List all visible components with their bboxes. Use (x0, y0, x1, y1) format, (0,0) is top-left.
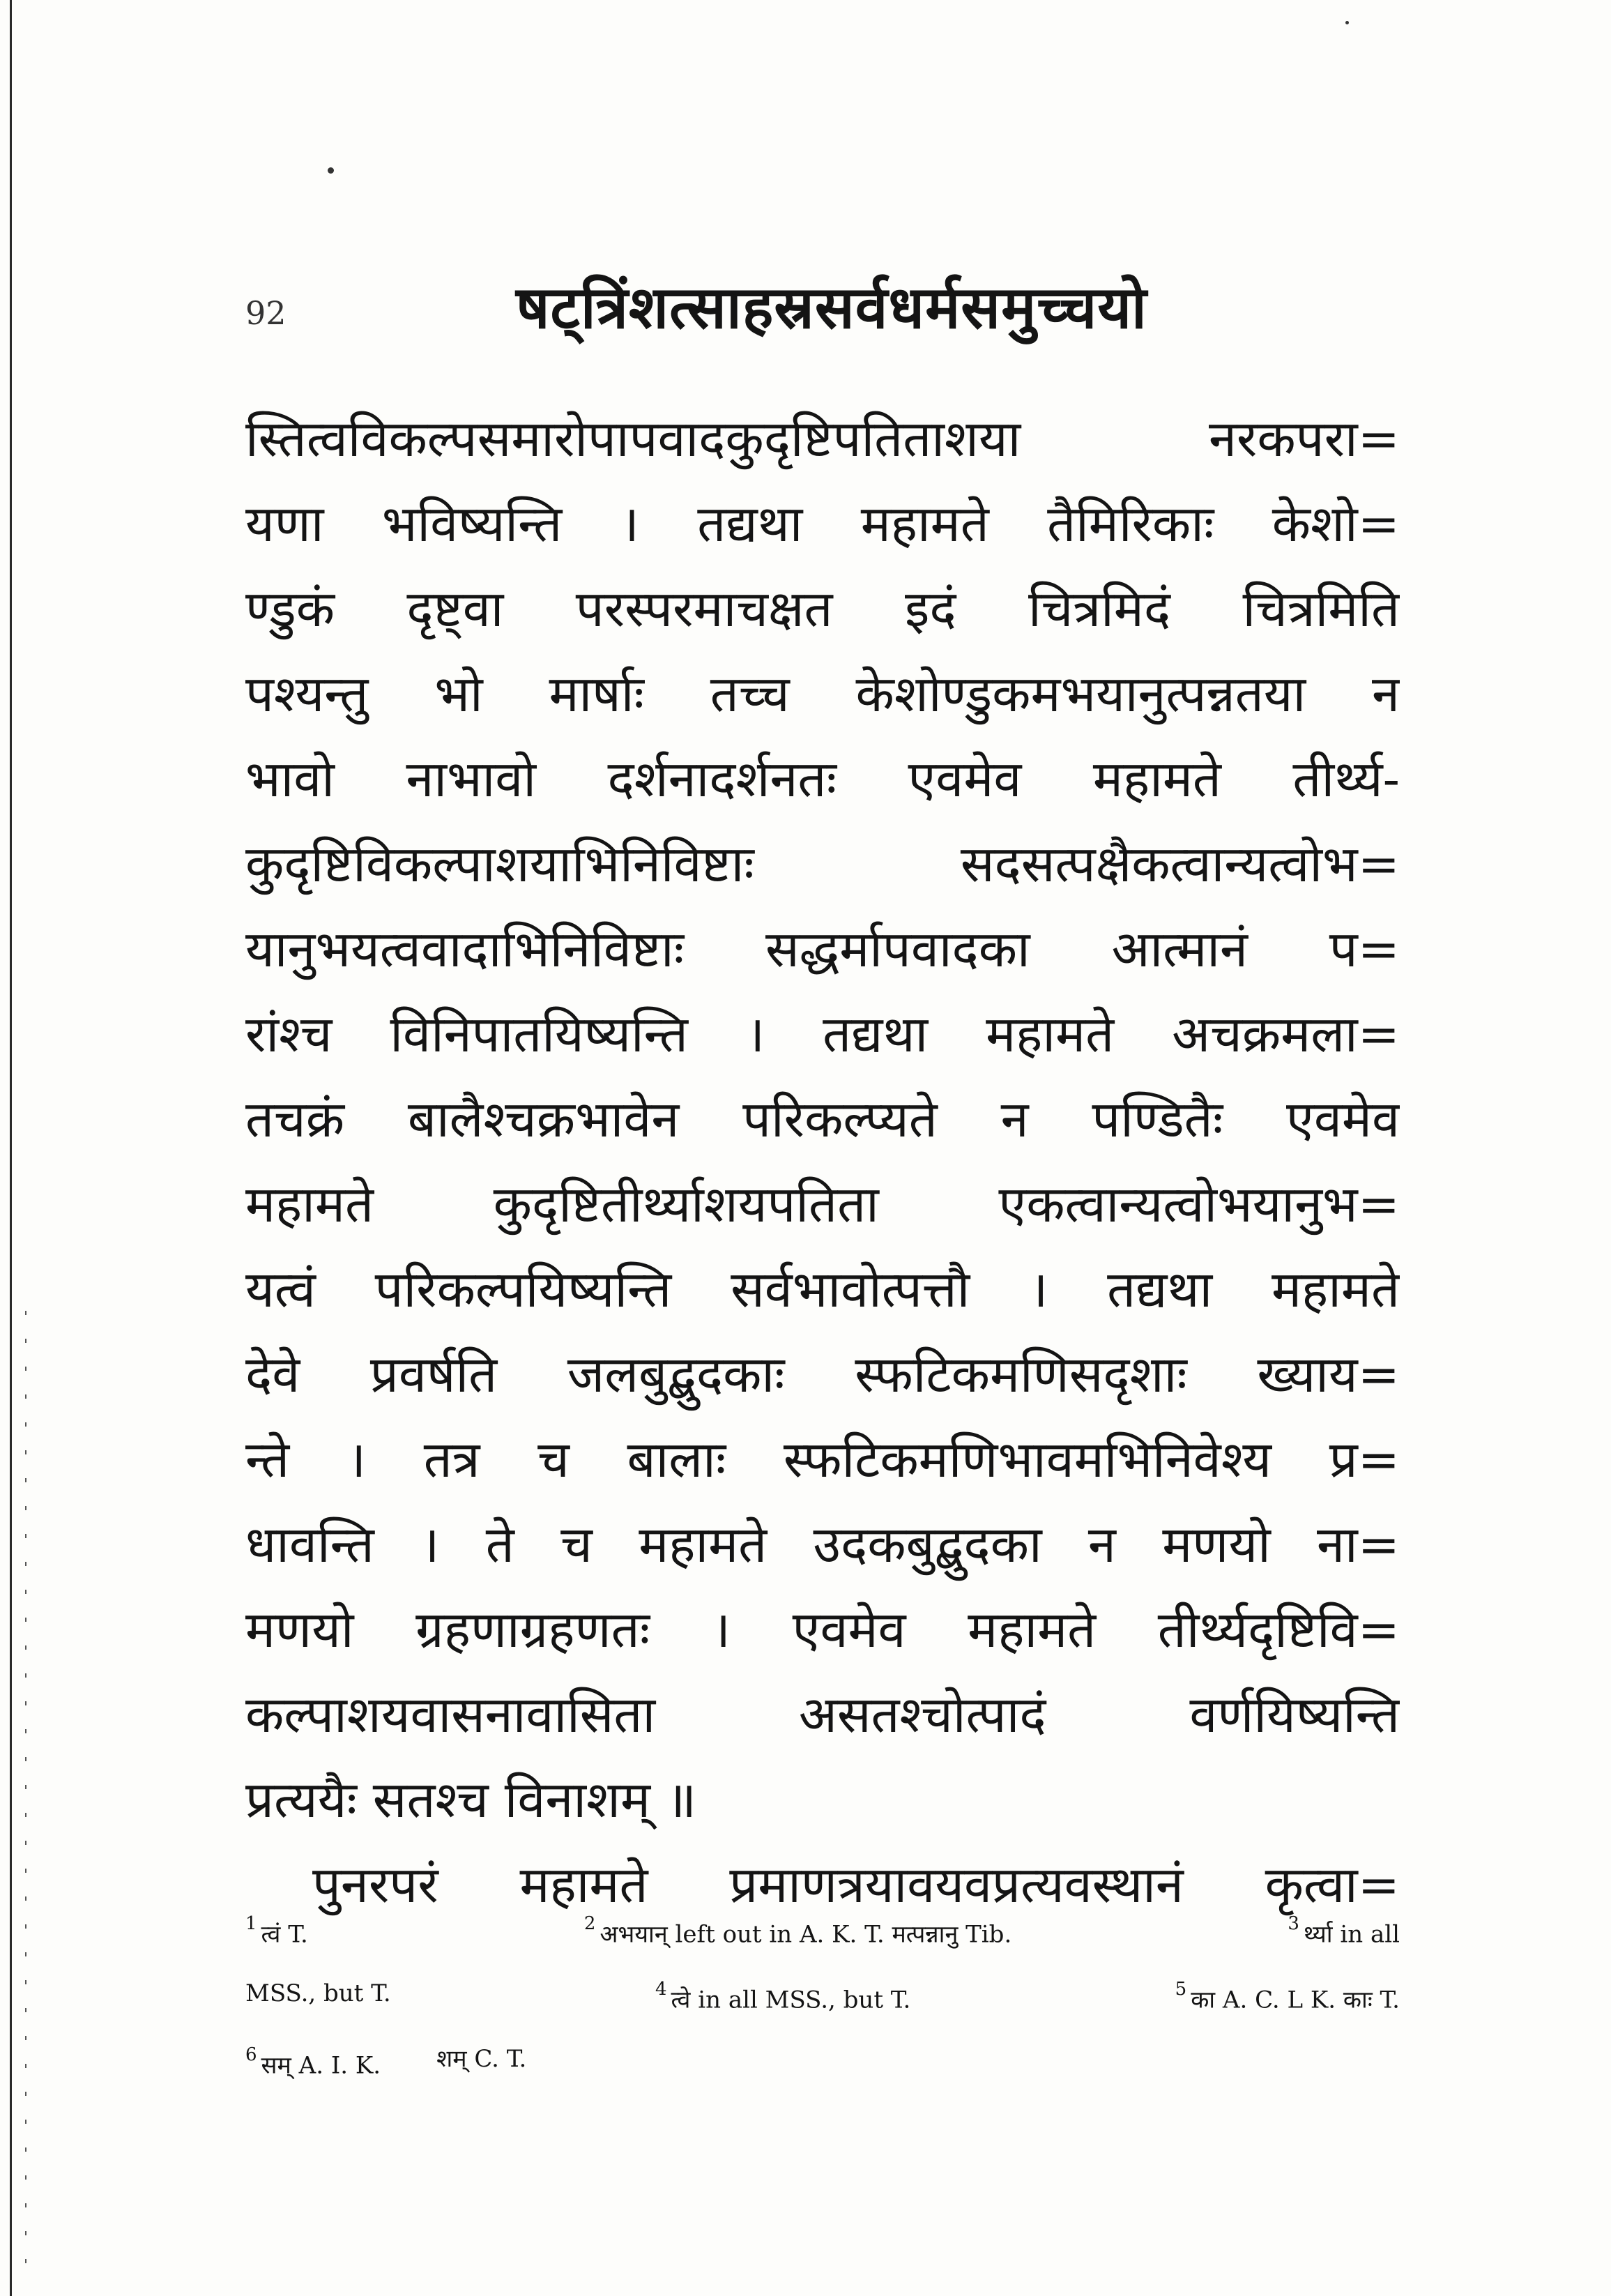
footnote-row (245, 1895, 1400, 1961)
text-line: भावो नाभावो दर्शनादर्शनतः एवमेव महामते तीर्थ्य- (245, 750, 1400, 808)
text-line: स्तित्वविकल्पसमारोपापवादकुदृष्टिपतिताशया नरकपरा= (245, 409, 1400, 468)
text-line: देवे प्रवर्षति जलबुद्बुदकाः स्फटिकमणिसदृशाः ख्याय= (245, 1345, 1400, 1404)
text-line: कल्पाशयवासनावासिता असतश्चोत्पादं वर्णयिष्यन्ति (245, 1685, 1400, 1744)
page-edge-specks (25, 1311, 26, 2287)
page-header (0, 265, 1611, 363)
text-line: यत्वं परिकल्पयिष्यन्ति सर्वभावोत्पत्तौ । तद्यथा महामते (245, 1260, 1400, 1318)
footnote-3-continued: MSS., but T. (245, 1979, 391, 2007)
text-line: प्रत्ययैः सतश्च विनाशम् ॥ (245, 1770, 697, 1829)
ink-speck (328, 167, 334, 174)
footnote-row (245, 1961, 1400, 2026)
text-line: मणयो ग्रहणाग्रहणतः । एवमेव महामते तीर्थ्यदृष्टिवि= (245, 1600, 1400, 1659)
text-line: न्ते । तत्र च बालाः स्फटिकमणिभावमभिनिवेश्य प्र= (245, 1430, 1400, 1489)
footnote-3: $^3$ र्थ्या in all (1288, 1913, 1400, 1949)
footnote-4: $^4$ त्वे in all MSS., but T. (655, 1979, 911, 2014)
text-line: यणा भविष्यन्ति । तद्यथा महामते तैमिरिकाः केशो= (245, 494, 1400, 553)
text-line: यानुभयत्ववादाभिनिविष्टाः सद्धर्मापवादका आत्मानं प= (245, 920, 1400, 978)
text-line: धावन्ति । ते च महामते उदकबुद्बुदका न मणयो ना= (245, 1515, 1400, 1574)
footnotes (245, 1895, 1400, 2092)
page-number: 92 (245, 294, 287, 332)
text-line: तचक्रं बालैश्चक्रभावेन परिकल्प्यते न पण्डितैः एवमेव (245, 1090, 1400, 1148)
text-line: कुदृष्टिविकल्पाशयाभिनिविष्टाः सदसत्पक्षैकत्वान्यत्वोभ= (245, 835, 1400, 893)
text-line: ण्डुकं दृष्ट्वा परस्परमाचक्षत इदं चित्रमिदं चित्रमिति (245, 579, 1400, 638)
ink-speck (1345, 21, 1349, 24)
footnote-2: $^2$ अभयान् left out in A. K. T. मत्पन्नानु Tib. (583, 1913, 1012, 1949)
text-line: महामते कुदृष्टितीर्थ्याशयपतिता एकत्वान्यत्वोभयानुभ= (245, 1175, 1400, 1233)
footnote-row (245, 2026, 1400, 2092)
footnote-6: $^6$ सम् A. I. K. (245, 2044, 381, 2080)
body-text (245, 396, 1400, 1927)
footnote-5: $^5$ का A. C. L K. काः T. (1175, 1979, 1400, 2014)
footnote-1: $^1$ त्वं T. (245, 1913, 308, 1949)
text-line: रांश्च विनिपातयिष्यन्ति । तद्यथा महामते अचक्रमला= (245, 1005, 1400, 1063)
text-line: पश्यन्तु भो मार्षाः तच्च केशोण्डुकमभयानुत्पन्नतया न (245, 664, 1400, 723)
footnote-6-variant: शम् C. T. (436, 2045, 527, 2073)
paragraph-start-line: पुनरपरं महामते प्रमाणत्रयावयवप्रत्यवस्थानं कृत्वा= (312, 1855, 1400, 1914)
running-title: षट्त्रिंशत्साहस्रसर्वधर्मसमुच्चयो (516, 273, 1147, 342)
